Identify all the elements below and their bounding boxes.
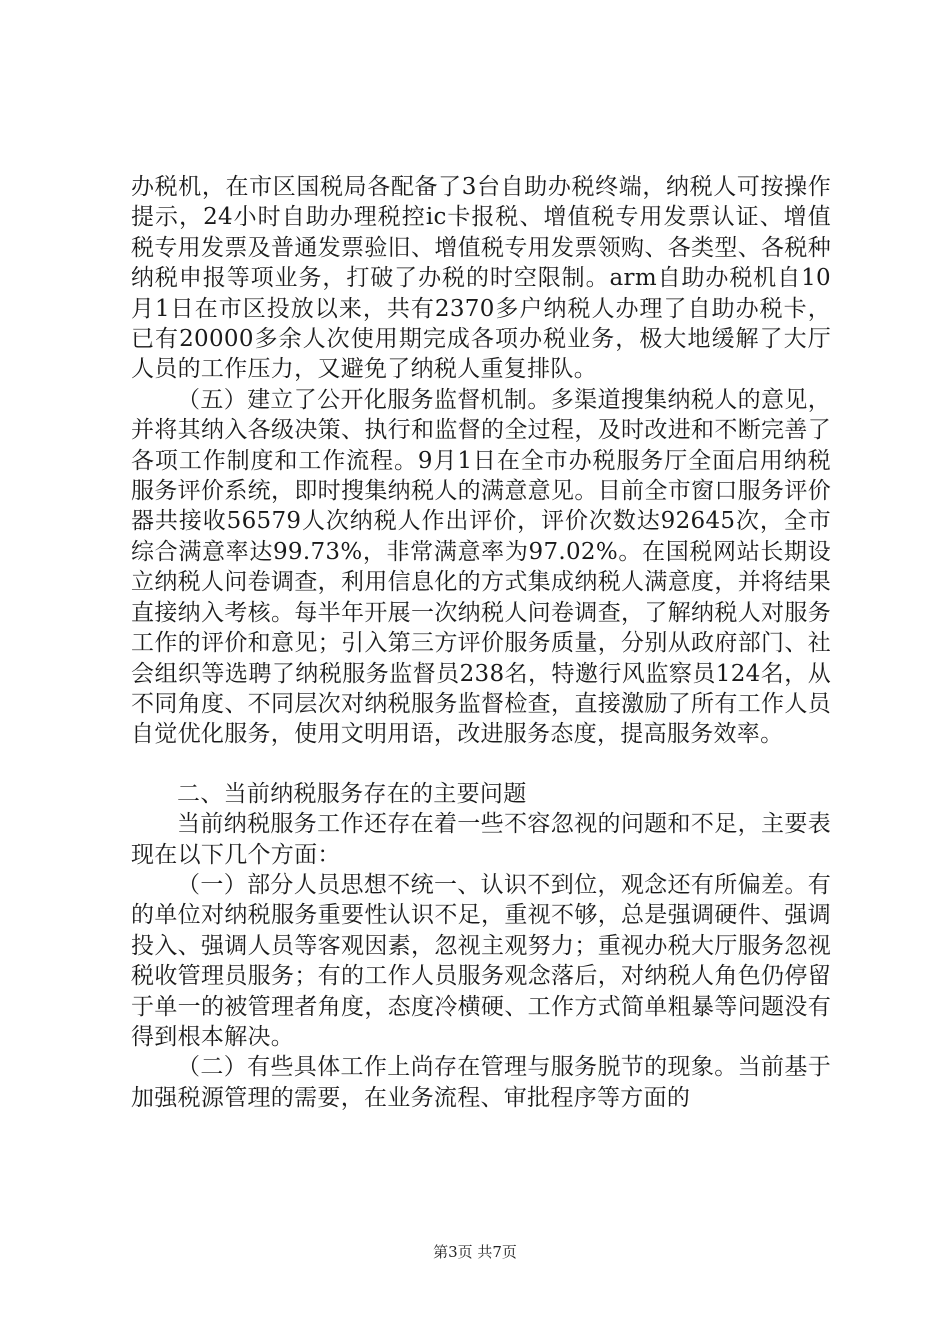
document-body — [131, 172, 831, 1113]
section-heading-main-problems: 二、当前纳税服务存在的主要问题 — [177, 780, 527, 807]
paragraph-problem-two: （二）有些具体工作上尚存在管理与服务脱节的现象。当前基于加强税源管理的需要，在业务流程、审批程序等方面的 — [131, 1054, 831, 1111]
paragraph-self-service-terminals: 办税机，在市区国税局各配备了3台自助办税终端，纳税人可按操作提示，24小时自助办理税控ic卡报税、增值税专用发票认证、增值税专用发票及普通发票验旧、增值税专用发票领购、各类型、各税种纳税申报等项业务，打破了办税的时空限制。arm自助办税机自10月1日在市区投放以来，共有2370多户纳税人办理了自助办税卡，已有20000多余人次使用期完成各项办税业务，极大地缓解了大厅人员的工作压力，又避免了纳税人重复排队。 — [131, 174, 831, 383]
paragraph-spacer — [131, 750, 831, 779]
paragraph-problem-one: （一）部分人员思想不统一、认识不到位，观念还有所偏差。有的单位对纳税服务重要性认识不足，重视不够，总是强调硬件、强调投入、强调人员等客观因素，忽视主观努力；重视办税大厅服务忽视税收管理员服务；有的工作人员服务观念落后，对纳税人角色仍停留于单一的被管理者角度，态度冷横硬、工作方式简单粗暴等问题没有得到根本解决。 — [131, 871, 831, 1050]
paragraph-section-five-supervision: （五）建立了公开化服务监督机制。多渠道搜集纳税人的意见，并将其纳入各级决策、执行和监督的全过程，及时改进和不断完善了各项工作制度和工作流程。9月1日在全市办税服务厅全面启用纳税服务评价系统，即时搜集纳税人的满意意见。目前全市窗口服务评价器共接收56579人次纳税人作出评价，评价次数达92645次，全市综合满意率达99.73%，非常满意率为97.02%。在国税网站长期设立纳税人问卷调查，利用信息化的方式集成纳税人满意度，并将结果直接纳入考核。每半年开展一次纳税人问卷调查，了解纳税人对服务工作的评价和意见；引入第三方评价服务质量，分别从政府部门、社会组织等选聘了纳税服务监督员238名，特邀行风监察员124名，从不同角度、不同层次对纳税服务监督检查，直接激励了所有工作人员自觉优化服务，使用文明用语，改进服务态度，提高服务效率。 — [131, 386, 831, 748]
paragraph-problems-intro: 当前纳税服务工作还存在着一些不容忽视的问题和不足，主要表现在以下几个方面： — [131, 811, 831, 868]
page-footer — [0, 1242, 950, 1262]
page-number-label: 第3页 共7页 — [433, 1243, 517, 1261]
